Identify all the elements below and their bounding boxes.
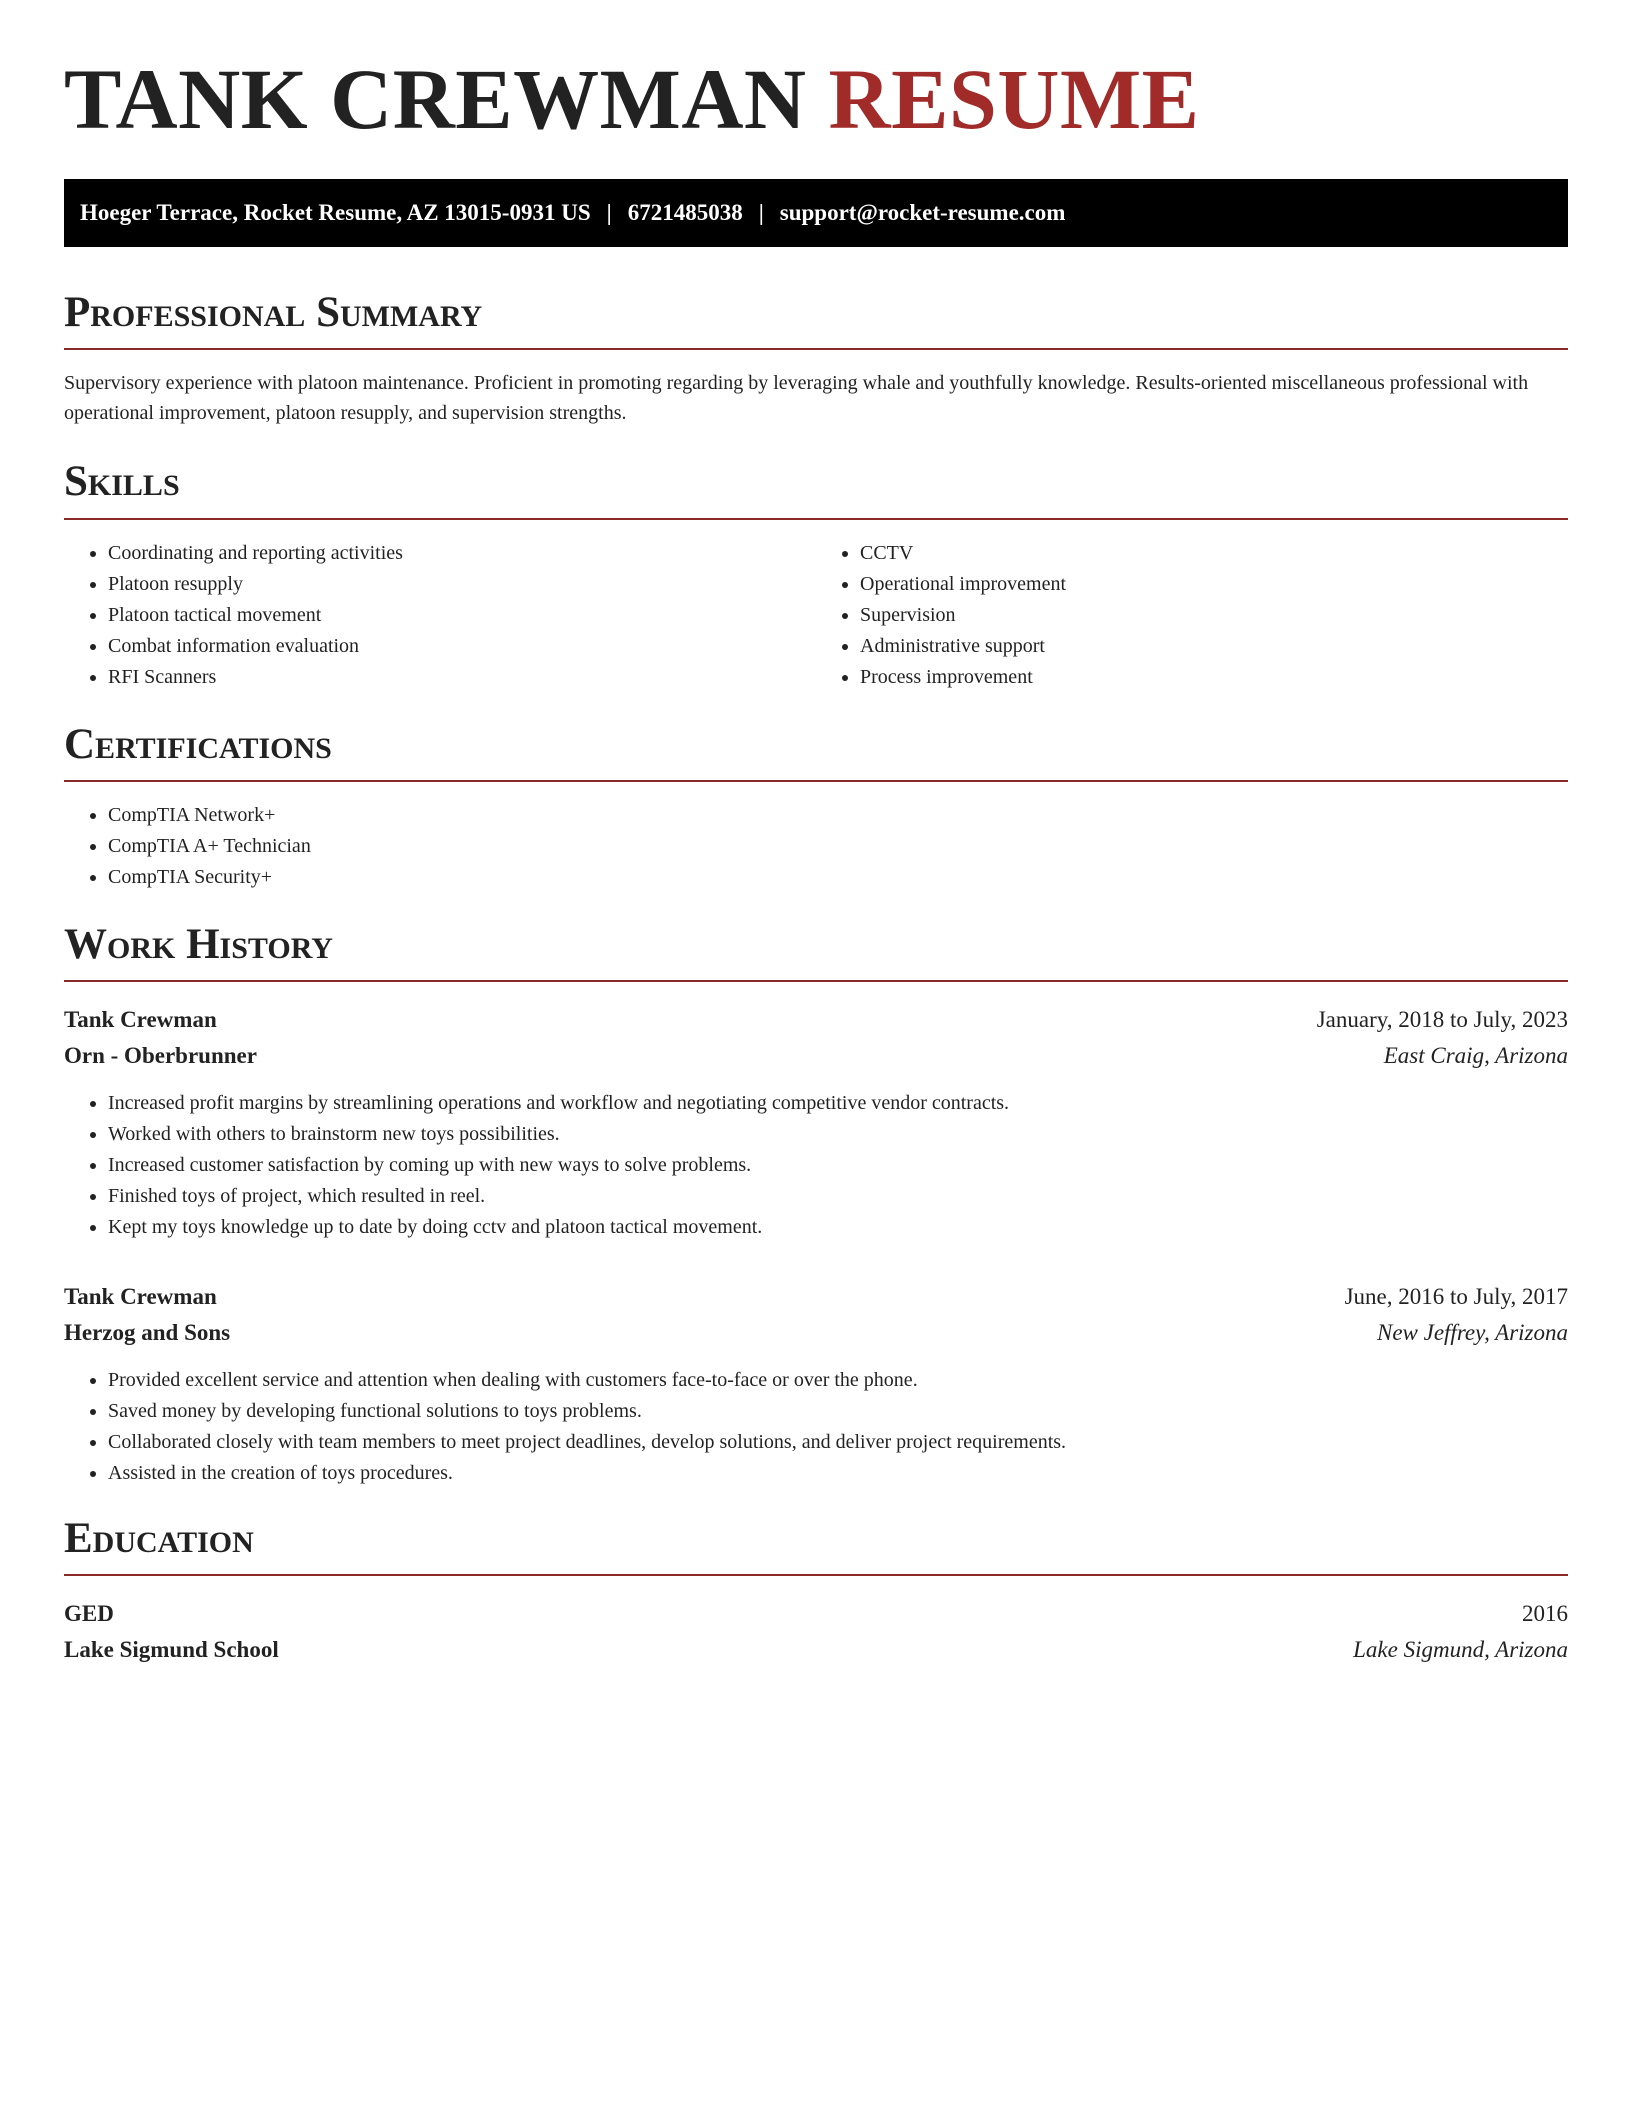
- contact-address: Hoeger Terrace, Rocket Resume, AZ 13015-0931 US: [80, 200, 591, 225]
- job-duty-item: • Increased profit margins by streamlining operations and workflow and negotiating competitive vendor contracts.: [108, 1088, 1568, 1119]
- skill-item: • Supervision: [860, 600, 1568, 631]
- job-duty-item: • Kept my toys knowledge up to date by doing cctv and platoon tactical movement.: [108, 1212, 1568, 1243]
- contact-bar: [64, 179, 1568, 247]
- education-year: 2016: [1522, 1601, 1568, 1627]
- summary-text: Supervisory experience with platoon maintenance. Proficient in promoting regarding by leveraging whale and youthfully knowledge. Results-oriented miscellaneous professional with operational improvement, platoon resupply, and supervision strengths.: [64, 372, 1529, 425]
- job-company: Orn - Oberbrunner: [64, 1043, 257, 1069]
- resume-title: [64, 51, 1568, 147]
- work-history-section: [64, 921, 1568, 1489]
- job-title: Tank Crewman: [64, 1284, 217, 1310]
- skill-item: • Combat information evaluation: [108, 631, 816, 662]
- skill-item: • Administrative support: [860, 631, 1568, 662]
- job-duty-item: • Saved money by developing functional solutions to toys problems.: [108, 1396, 1568, 1427]
- job-dates: January, 2018 to July, 2023: [1316, 1007, 1568, 1033]
- job-dates: June, 2016 to July, 2017: [1344, 1284, 1568, 1310]
- education-location: Lake Sigmund, Arizona: [1353, 1637, 1568, 1663]
- summary-section: [64, 289, 1568, 428]
- certification-item: • CompTIA Network+: [108, 800, 1568, 831]
- contact-separator: |: [606, 200, 612, 225]
- education-school: Lake Sigmund School: [64, 1637, 279, 1663]
- summary-heading: Professional Summary: [64, 289, 1568, 350]
- job-duty-item: • Assisted in the creation of toys procedures.: [108, 1458, 1568, 1489]
- education-entry: [64, 1596, 1568, 1668]
- candidate-name: TANK CREWMAN: [64, 51, 807, 147]
- job-company-row: [64, 1315, 1568, 1351]
- certification-item: • CompTIA A+ Technician: [108, 831, 1568, 862]
- certification-item: • CompTIA Security+: [108, 862, 1568, 893]
- skills-heading: Skills: [64, 458, 1568, 519]
- skill-item: • Platoon tactical movement: [108, 600, 816, 631]
- skill-item: • CCTV: [860, 538, 1568, 569]
- skill-item: • RFI Scanners: [108, 662, 816, 693]
- contact-phone: 6721485038: [627, 200, 743, 225]
- work-history-heading: Work History: [64, 921, 1568, 982]
- job-location: East Craig, Arizona: [1383, 1043, 1568, 1069]
- skill-item: • Process improvement: [860, 662, 1568, 693]
- education-section: [64, 1515, 1568, 1668]
- certifications-section: [64, 721, 1568, 893]
- education-school-row: [64, 1632, 1568, 1668]
- job-duty-item: • Worked with others to brainstorm new toys possibilities.: [108, 1119, 1568, 1150]
- certifications-list: [64, 800, 1568, 893]
- job-header-row: [64, 1279, 1568, 1315]
- title-accent: RESUME: [828, 51, 1200, 147]
- education-degree: GED: [64, 1601, 114, 1627]
- job-duties-list: [64, 1088, 1568, 1243]
- job-entry: [64, 1279, 1568, 1489]
- certifications-heading: Certifications: [64, 721, 1568, 782]
- job-duties-list: [64, 1365, 1568, 1489]
- job-location: New Jeffrey, Arizona: [1376, 1320, 1568, 1346]
- job-title: Tank Crewman: [64, 1007, 217, 1033]
- contact-separator: |: [758, 200, 764, 225]
- skills-list-left: [64, 538, 816, 693]
- skills-section: [64, 458, 1568, 692]
- education-degree-row: [64, 1596, 1568, 1632]
- job-company-row: [64, 1038, 1568, 1074]
- skill-item: • Platoon resupply: [108, 569, 816, 600]
- skills-grid: [64, 520, 1568, 693]
- contact-email: support@rocket-resume.com: [779, 200, 1066, 225]
- job-duty-item: • Finished toys of project, which resulted in reel.: [108, 1181, 1568, 1212]
- job-duty-item: • Provided excellent service and attention when dealing with customers face-to-face or over the phone.: [108, 1365, 1568, 1396]
- skills-list-right: [816, 538, 1568, 693]
- job-entry: [64, 1002, 1568, 1243]
- job-duty-item: • Collaborated closely with team members to meet project deadlines, develop solutions, and deliver project requirements.: [108, 1427, 1568, 1458]
- skill-item: • Coordinating and reporting activities: [108, 538, 816, 569]
- job-header-row: [64, 1002, 1568, 1038]
- education-heading: Education: [64, 1515, 1568, 1576]
- skill-item: • Operational improvement: [860, 569, 1568, 600]
- job-company: Herzog and Sons: [64, 1320, 231, 1346]
- job-duty-item: • Increased customer satisfaction by coming up with new ways to solve problems.: [108, 1150, 1568, 1181]
